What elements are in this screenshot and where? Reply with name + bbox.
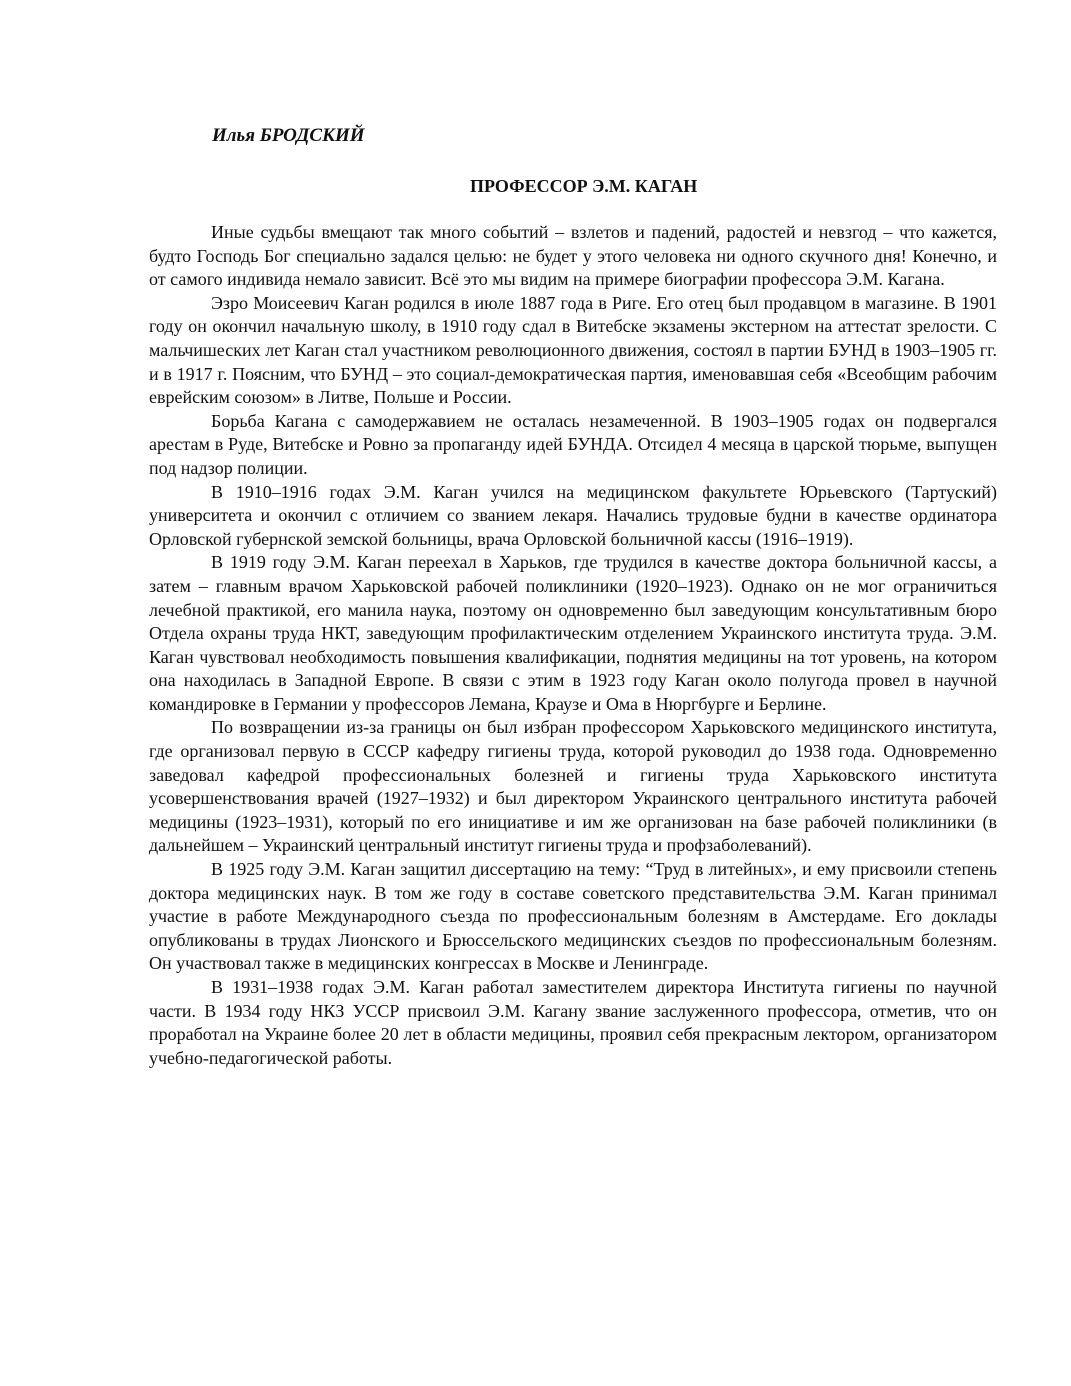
paragraph-6: По возвращении из-за границы он был избран профессором Харьковского медицинского института, где организовал первую в СССР кафедру гигиены труда, которой руководил до 1938 года. Одновременно заведовал кафедрой профессиональных болезней и гигиены труда Харьковского института усовершенствования врачей (1927–1932) и был директором Украинского центрального института рабочей медицины (1923–1931), который по его инициативе и им же организован на базе рабочей поликлиники (в дальнейшем – Украинский центральный институт гигиены труда и профзаболеваний). <box>149 717 997 856</box>
paragraph-5: В 1919 году Э.М. Каган переехал в Харьков, где трудился в качестве доктора больничной кассы, а затем – главным врачом Харьковской рабочей поликлиники (1920–1923). Однако он не мог ограничиться лечебной практикой, его манила наука, поэтому он одновременно был заведующим консультативным бюро Отдела охраны труда НКТ, заведующим профилактическим отделением Украинского института труда. Э.М. Каган чувствовал необходимость повышения квалификации, поднятия медицины на тот уровень, на котором она находилась в Западной Европе. В связи с этим в 1923 году Каган около полугода провел в научной командировке в Германии у профессоров Лемана, Краузе и Ома в Нюргбурге и Берлине. <box>149 552 997 714</box>
paragraph-7: В 1925 году Э.М. Каган защитил диссертацию на тему: “Труд в литейных», и ему присвоили степень доктора медицинских наук. В том же году в составе советского представительства Э.М. Каган принимал участие в работе Международного съезда по профессиональным болезням в Амстердаме. Его доклады опубликованы в трудах Лионского и Брюссельского медицинских съездов по профессиональным болезням. Он участвовал также в медицинских конгрессах в Москве и Ленинграде. <box>149 859 997 974</box>
author-name: Илья БРОДСКИЙ <box>212 125 365 146</box>
paragraph-8: В 1931–1938 годах Э.М. Каган работал заместителем директора Института гигиены по научной части. В 1934 году НКЗ УССР присвоил Э.М. Кагану звание заслуженного профессора, отметив, что он проработал на Украине более 20 лет в области медицины, проявил себя прекрасным лектором, организатором учебно-педагогической работы. <box>149 977 997 1068</box>
paragraph-1: Иные судьбы вмещают так много событий – взлетов и падений, радостей и невзгод – что кажется, будто Господь Бог специально задался целью: не будет у этого человека ни одного скучного дня! Конечно, и от самого индивида немало зависит. Всё это мы видим на примере биографии профессора Э.М. Кагана. <box>149 222 997 290</box>
article-body <box>149 221 997 1070</box>
paragraph-2: Эзро Моисеевич Каган родился в июле 1887 года в Риге. Его отец был продавцом в магазине. В 1901 году он окончил начальную школу, в 1910 году сдал в Витебске экзамены экстерном на аттестат зрелости. С мальчишеских лет Каган стал участником революционного движения, состоял в партии БУНД в 1903–1905 гг. и в 1917 г. Поясним, что БУНД – это социал-демократическая партия, именовавшая себя «Всеобщим рабочим еврейским союзом» в Литве, Польше и России. <box>149 292 997 408</box>
paragraph-3: Борьба Кагана с самодержавием не осталась незамеченной. В 1903–1905 годах он подвергался арестам в Руде, Витебске и Ровно за пропаганду идей БУНДА. Отсидел 4 месяца в царской тюрьме, выпущен под надзор полиции. <box>149 410 997 478</box>
paragraph-4: В 1910–1916 годах Э.М. Каган учился на медицинском факультете Юрьевского (Тартуский) университета и окончил с отличием со званием лекаря. Начались трудовые будни в качестве ординатора Орловской губернской земской больницы, врача Орловской больничной кассы (1916–1919). <box>149 481 997 549</box>
article-title: ПРОФЕССОР Э.М. КАГАН <box>470 176 698 196</box>
